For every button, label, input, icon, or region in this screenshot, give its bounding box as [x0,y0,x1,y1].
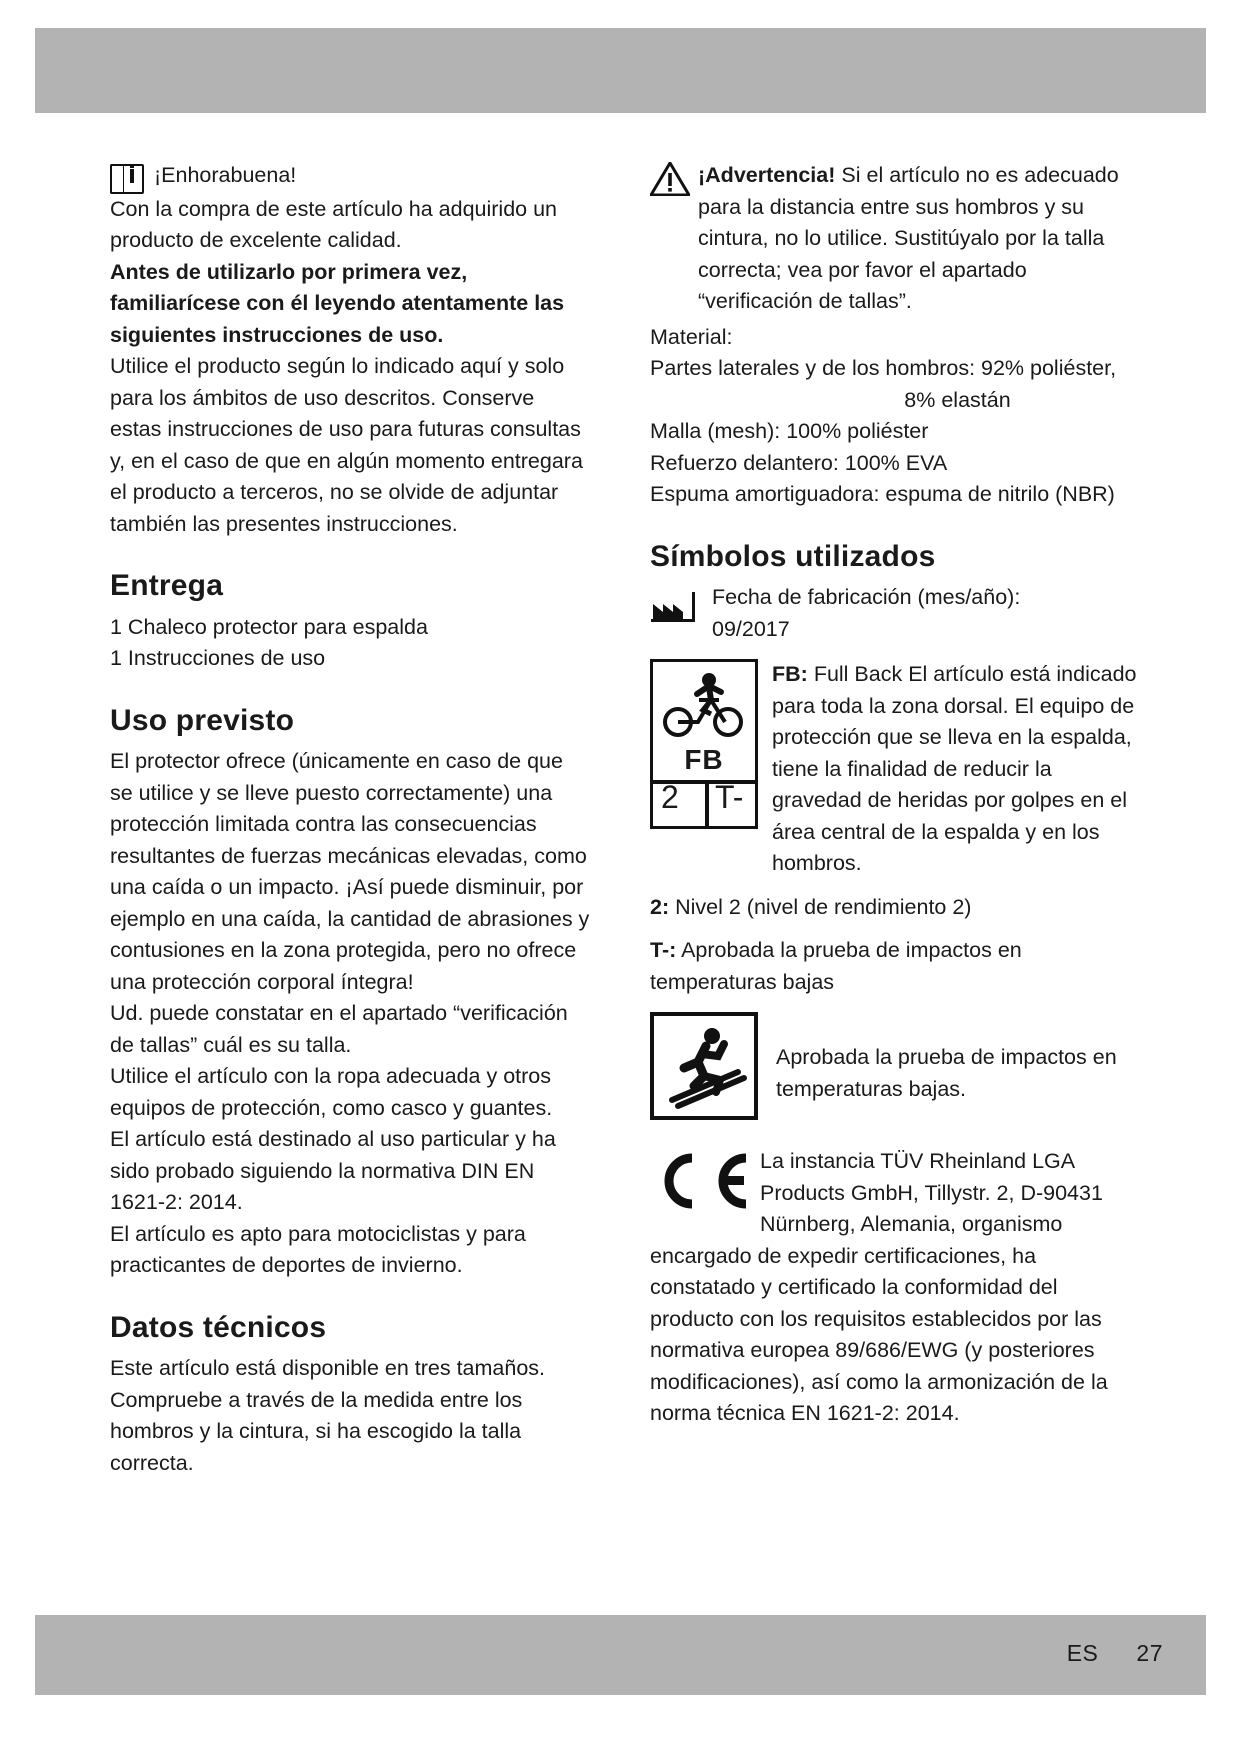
intro-paragraph-2: Utilice el producto según lo indicado aquí y solo para los ámbitos de uso descritos. Conserve estas instrucciones de uso para futuras consultas y, en el caso de que en algún momento entregara el producto a terceros, no se olvide de adjuntar también las presentes instrucciones. [110,354,583,536]
material-front: Refuerzo delantero: 100% EVA [650,450,948,475]
fb-label-bold: FB: [772,662,808,686]
factory-icon [650,586,702,626]
full-back-protector-symbol [650,659,758,829]
fb-title: Full Back [813,662,903,686]
header-bar [35,28,1206,113]
heading-simbolos-utilizados: Símbolos utilizados [650,539,936,573]
warning-text: Si el artículo no es adecuado para la distancia entre sus hombros y su cintura, no lo utilice. Sustitúyalo por la talla correcta; vea por favor el apartado “verificación de tallas”. [698,163,1119,313]
material-sides: Partes laterales y de los hombros: 92% poliéster, [650,356,1117,380]
page-number: 27 [1136,1640,1163,1666]
warning-label: ¡Advertencia! [698,163,836,187]
temperature-text: Aprobada la prueba de impactos en temperaturas bajas [650,938,1022,994]
heading-datos-tecnicos: Datos técnicos [110,1310,327,1344]
skier-block [650,1012,1145,1120]
entrega-item-1: 1 Chaleco protector para espalda [110,614,428,639]
uso-paragraph-1: El protector ofrece (únicamente en caso de que se utilice y se lleve puesto correctamente) una protección limitada contra las consecuencias resultantes de fuerzas mecánicas elevadas, como una caída o un impacto. ¡Así puede disminuir, por ejemplo en una caída, la cantidad de abrasiones y contusiones en la zona protegida, pero no ofrece una protección corporal íntegra! [110,749,590,994]
fb-temperature-value: T- [715,779,744,815]
footer-language: ES [1066,1640,1099,1666]
warning-triangle-icon [650,162,690,196]
material-elastan: 8% elastán [904,387,1011,412]
skier-symbol [650,1012,758,1120]
uso-paragraph-5: El artículo es apto para motociclistas y para practicantes de deportes de invierno. [110,1221,526,1277]
booklet-icon [110,162,144,192]
footer-bar [35,1615,1206,1695]
ce-block [650,1146,1145,1430]
congratulations-text: ¡Enhorabuena! [154,163,297,187]
datos-paragraph-1: Este artículo está disponible en tres tamaños. Compruebe a través de la medida entre los hombros y la cintura, si ha escogido la talla correcta. [110,1356,546,1475]
uso-paragraph-2: Ud. puede constatar en el apartado “verificación de tallas” cuál es su talla. [110,1001,568,1057]
uso-paragraph-3: Utilice el artículo con la ropa adecuada y otros equipos de protección, como casco y guantes. [110,1064,553,1120]
intro-paragraph-1: Con la compra de este artículo ha adquirido un producto de excelente calidad. [110,196,557,252]
ce-description: La instancia TÜV Rheinland LGA Products GmbH, Tillystr. 2, D-90431 Nürnberg, Alemania, organismo encargado de expedir certificaciones, ha constatado y certificado la conformidad del producto con los requisitos establecidos por las normativa europea 89/686/EWG (y posteriores modificaciones), así como la armonización de la norma técnica EN 1621-2: 2014. [650,1149,1108,1425]
fb-symbol-label: FB [684,744,724,775]
heading-entrega: Entrega [110,569,224,602]
congratulations-line [110,160,590,192]
right-column [650,160,1145,1430]
manufacture-date-value: 09/2017 [712,616,790,641]
heading-uso-previsto: Uso previsto [110,703,295,737]
temperature-line [650,935,1145,998]
page-footer [1067,1640,1163,1667]
fb-description-text: El artículo está indicado para toda la zona dorsal. El equipo de protección que se lleva en la espalda, tiene la finalidad de reducir la gravedad de heridas por golpes en el área central de la espalda y en los hombros. [772,662,1137,875]
left-column [110,160,590,1479]
temperature-label: T-: [650,938,677,962]
ce-mark-icon [650,1150,750,1212]
uso-paragraph-4: El artículo está destinado al uso particular y ha sido probado siguiendo la normativa DIN EN 1621-2: 2014. [110,1127,556,1214]
cyclist-icon [653,666,755,744]
material-mesh: Malla (mesh): 100% poliéster [650,419,929,443]
full-back-block [650,659,1145,880]
fb-level-value: 2 [661,779,679,815]
full-back-description [772,659,1145,880]
warning-block [650,160,1145,318]
fb-vertical-divider [705,780,709,826]
manufacture-date-label: Fecha de fabricación (mes/año): [712,585,1021,609]
skier-description: Aprobada la prueba de impactos en temperaturas bajas. [776,1045,1117,1101]
intro-bold-paragraph: Antes de utilizarlo por primera vez, familiarícese con él leyendo atentamente las siguientes instrucciones de uso. [110,259,565,347]
manufacture-date-block [650,582,1145,645]
material-label: Material: [650,324,733,349]
entrega-item-2: 1 Instrucciones de uso [110,646,326,670]
level-label: 2: [650,894,670,919]
material-foam: Espuma amortiguadora: espuma de nitrilo (NBR) [650,482,1115,506]
level-text: Nivel 2 (nivel de rendimiento 2) [675,894,972,919]
level-line [650,892,1145,924]
